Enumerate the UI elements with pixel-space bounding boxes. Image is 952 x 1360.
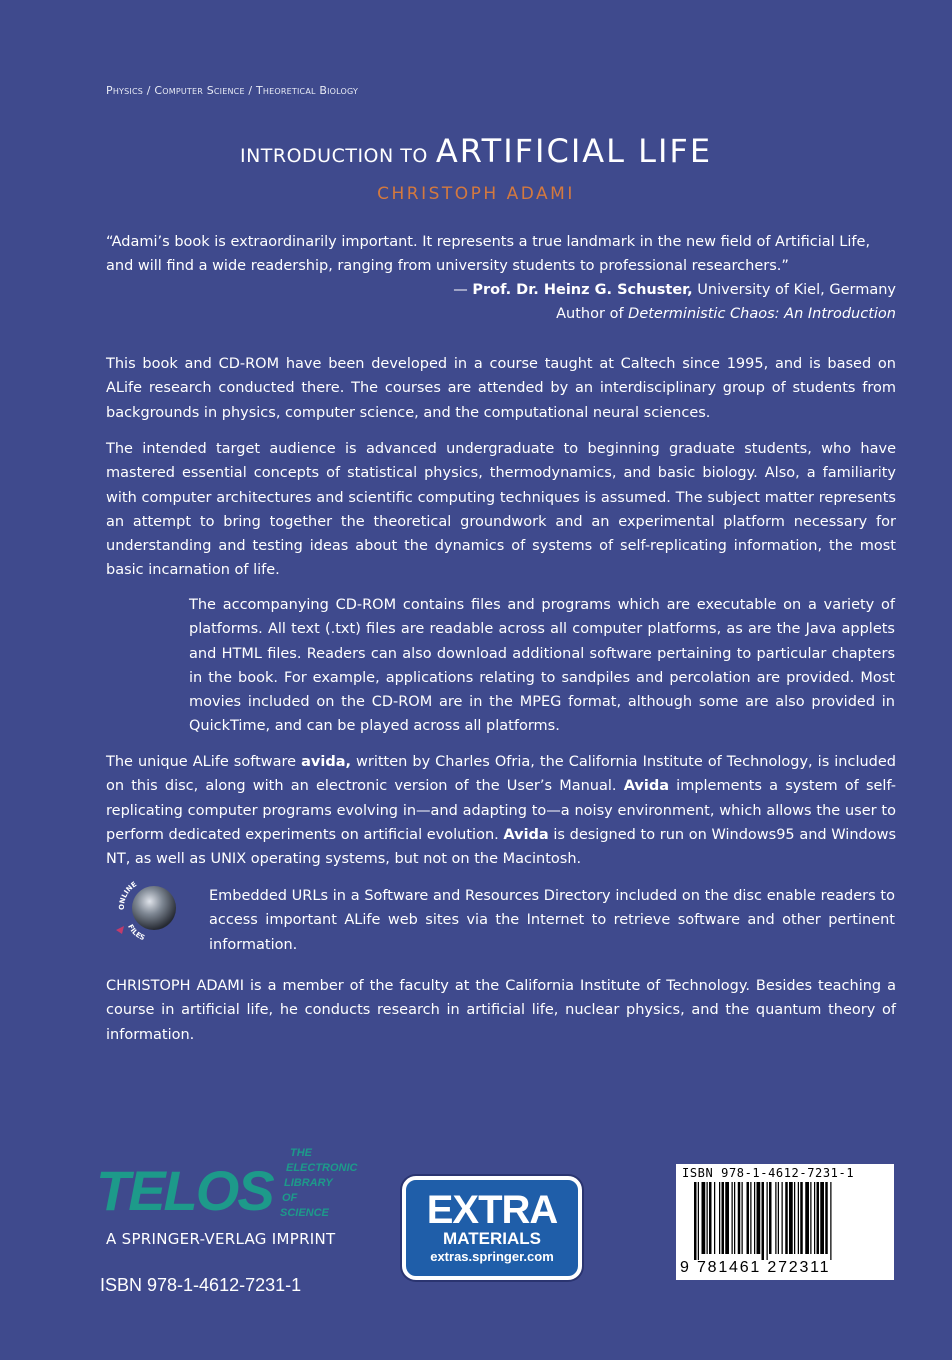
telos-tag-4: OF: [282, 1192, 298, 1204]
quote-attribution: [106, 278, 896, 302]
barcode-bar: [800, 1182, 803, 1254]
barcode-bar: [742, 1182, 743, 1254]
barcode-bar: [794, 1182, 795, 1254]
barcode-bar: [714, 1182, 715, 1254]
barcode-bar: [817, 1182, 820, 1254]
quote-person: Prof. Dr. Heinz G. Schuster,: [472, 282, 693, 298]
title-prefix: INTRODUCTION TO: [239, 145, 428, 167]
telos-tag-5: SCIENCE: [280, 1207, 329, 1219]
endorsement-quote: [106, 230, 896, 326]
online-label: ONLINE: [117, 880, 139, 911]
barcode-bar: [738, 1182, 741, 1254]
barcode-bar: [719, 1182, 720, 1254]
telos-tag-2: ELECTRONIC: [286, 1162, 358, 1174]
barcode-bar: [707, 1182, 708, 1254]
barcode-bar: [830, 1182, 831, 1260]
springer-imprint: A SPRINGER-VERLAG IMPRINT: [106, 1230, 336, 1248]
paragraph-urls: Embedded URLs in a Software and Resources Directory included on the disc enable readers to access important ALife web sites via the Internet to retrieve software and other pertinent information.: [209, 888, 895, 953]
files-label: FILES: [126, 923, 146, 943]
telos-logo: [94, 1144, 384, 1244]
barcode-bar: [789, 1182, 793, 1254]
barcode-bar: [820, 1182, 824, 1254]
avida-text-4: is designed to run on Windows95 and Windows NT, as well as UNIX operating systems, but not on the Macintosh.: [106, 826, 896, 868]
barcode-bar: [694, 1182, 697, 1260]
quote-book-title: Deterministic Chaos: An Introduction: [628, 306, 896, 322]
barcode-bar: [767, 1182, 768, 1260]
barcode-bar: [798, 1182, 799, 1254]
barcode-bar: [754, 1182, 755, 1254]
barcode-bar: [769, 1182, 772, 1254]
barcode-bar: [725, 1182, 729, 1254]
materials-label: MATERIALS: [443, 1229, 541, 1248]
extra-materials-badge[interactable]: [402, 1176, 582, 1280]
telos-tag-3: LIBRARY: [284, 1177, 333, 1189]
barcode-bar: [785, 1182, 788, 1254]
barcode-bar: [702, 1182, 706, 1254]
avida-bold-1: avida,: [301, 754, 351, 770]
barcode-bar: [734, 1182, 735, 1254]
barcode-bar: [732, 1182, 733, 1254]
isbn-label: ISBN 978-1-4612-7231-1: [100, 1275, 302, 1295]
author-name: CHRISTOPH ADAMI: [377, 184, 575, 204]
barcode-bar: [698, 1182, 699, 1260]
quote-book-line: [106, 302, 896, 326]
barcode-bar: [757, 1182, 761, 1254]
quote-dash: —: [453, 282, 473, 298]
avida-text-2: written by Charles Ofria, the California Institute of Technology, is included on this disc, along with an electronic version of the User’s Manual.: [106, 754, 897, 795]
barcode-bar: [825, 1182, 828, 1254]
paragraph-course: This book and CD-ROM have been developed in a course taught at Caltech since 1995, and is based on ALife research conducted there. The courses are attended by an interdisciplinary group of students from backgrounds in physics, computer science, and the computational neural sciences.: [106, 356, 896, 421]
book-title: [0, 132, 952, 170]
telos-wordmark: TELOS: [96, 1159, 273, 1222]
avida-text-1: The unique ALife software: [106, 754, 302, 770]
barcode-bar: [762, 1182, 765, 1260]
avida-bold-3: Avida: [503, 826, 549, 843]
category-line: Physics / Computer Science / Theoretical Biology: [106, 84, 359, 97]
quote-text: “Adami’s book is extraordinarily important. It represents a true landmark in the new field of Artificial Life, and will find a wide readership, ranging from university students to professional researchers.”: [106, 234, 871, 274]
barcode-bar: [722, 1182, 725, 1254]
barcode-bars: [694, 1182, 876, 1260]
barcode-bar: [778, 1182, 779, 1254]
barcode-bar: [709, 1182, 712, 1254]
isbn-barcode: [676, 1164, 894, 1280]
barcode-digits: 9 781461 272311: [680, 1259, 831, 1276]
paragraph-cdrom: The accompanying CD-ROM contains files and programs which are executable on a variety of platforms. All text (.txt) files are readable across all computer platforms, as are the Java applets and HTML files. Readers can also download additional software pertaining to particular chapters in the book. For example, applications relating to sandpiles and percolation are provided. Most movies included on the CD-ROM are in the MPEG format, although some are also provided in QuickTime, and can be played across all platforms.: [189, 597, 895, 735]
online-files-icon: [106, 872, 202, 948]
barcode-bar: [747, 1182, 750, 1254]
telos-tag-1: THE: [290, 1147, 312, 1159]
barcode-bar: [775, 1182, 776, 1254]
barcode-bar: [750, 1182, 751, 1254]
quote-affiliation: University of Kiel, Germany: [692, 282, 896, 298]
extras-url[interactable]: extras.springer.com: [430, 1249, 554, 1264]
extra-label: EXTRA: [426, 1188, 558, 1232]
quote-author-of: Author of: [556, 306, 629, 322]
barcode-isbn: ISBN 978-1-4612-7231-1: [682, 1166, 855, 1180]
barcode-bar: [782, 1182, 783, 1254]
barcode-bar: [810, 1182, 811, 1254]
paragraph-avida: [106, 750, 896, 871]
title-main: ARTIFICIAL LIFE: [435, 132, 713, 170]
barcode-bar: [805, 1182, 809, 1254]
barcode-bar: [814, 1182, 815, 1254]
paragraph-audience: The intended target audience is advanced undergraduate to beginning graduate students, who have mastered essential concepts of statistical physics, thermodynamics, and basic biology. Also, a familiarity with computer architectures and scientific computing techniques is assumed. The subject matter represents an attempt to bring together the theoretical groundwork and an experimental platform necessary for understanding and testing ideas about the dynamics of systems of self-replicating information, the most basic incarnation of life.: [106, 441, 896, 579]
paragraph-author-bio: CHRISTOPH ADAMI is a member of the faculty at the California Institute of Technology. Besides teaching a course in artificial life, he conducts research in artificial life, nuclear physics, and the quantum theory of information.: [106, 978, 896, 1043]
avida-text-3: implements a system of self-replicating computer programs evolving in—and adapting to—a noisy environment, which allows the user to perform dedicated experiments on artificial evolution.: [106, 778, 896, 843]
avida-bold-2: Avida: [623, 778, 669, 795]
